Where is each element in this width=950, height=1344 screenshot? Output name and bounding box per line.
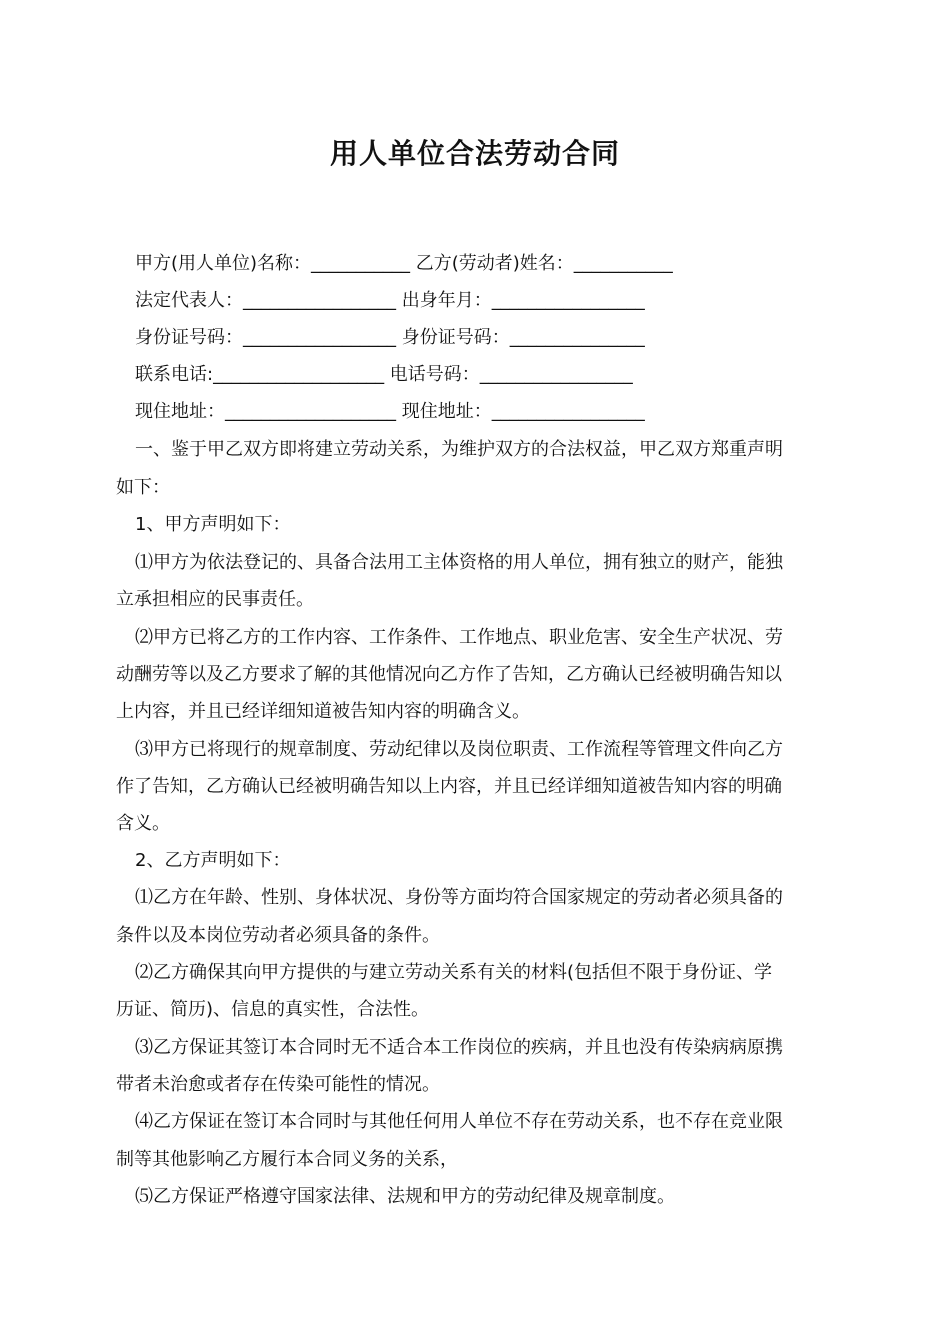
b-item-4-line-1: ⑷乙方保证在签订本合同时与其他任何用人单位不存在劳动关系，也不存在竞业限 [135,1111,783,1132]
address-line: 现住地址：___________________ 现住地址：_________________ [135,401,645,422]
a-item-3-line-2: 作了告知，乙方确认已经被明确告知以上内容，并且已经详细知道被告知内容的明确 [116,776,782,797]
a-item-2-line-3: 上内容，并且已经详细知道被告知内容的明确含义。 [116,701,530,722]
party-a-name-line: 甲方(用人单位)名称：___________ 乙方(劳动者)姓名：___________ [135,253,673,274]
a-item-2-line-1: ⑵甲方已将乙方的工作内容、工作条件、工作地点、职业危害、安全生产状况、劳 [135,627,783,648]
a-item-1-line-2: 立承担相应的民事责任。 [116,589,314,610]
a-item-3-line-3: 含义。 [116,813,170,834]
party-b-declaration-heading: 2、乙方声明如下： [135,850,291,871]
b-item-2-line-2: 历证、简历)、信息的真实性，合法性。 [116,999,430,1020]
b-item-5-line-1: ⑸乙方保证严格遵守国家法律、法规和甲方的劳动纪律及规章制度。 [135,1186,675,1207]
document-title: 用人单位合法劳动合同 [329,137,620,170]
b-item-1-line-2: 条件以及本岗位劳动者必须具备的条件。 [116,925,440,946]
clause-1-intro: 一、鉴于甲乙双方即将建立劳动关系，为维护双方的合法权益，甲乙双方郑重声明 [135,439,783,460]
b-item-1-line-1: ⑴乙方在年龄、性别、身体状况、身份等方面均符合国家规定的劳动者必须具备的 [135,887,783,908]
b-item-2-line-1: ⑵乙方确保其向甲方提供的与建立劳动关系有关的材料(包括但不限于身份证、学 [135,962,773,983]
party-a-declaration-heading: 1、甲方声明如下： [135,514,291,535]
b-item-3-line-2: 带者未治愈或者存在传染可能性的情况。 [116,1074,440,1095]
id-number-line: 身份证号码：_________________ 身份证号码：_______________ [135,327,645,348]
b-item-3-line-1: ⑶乙方保证其签订本合同时无不适合本工作岗位的疾病，并且也没有传染病病原携 [135,1037,783,1058]
a-item-3-line-1: ⑶甲方已将现行的规章制度、劳动纪律以及岗位职责、工作流程等管理文件向乙方 [135,739,783,760]
b-item-4-line-2: 制等其他影响乙方履行本合同义务的关系， [116,1149,458,1170]
legal-rep-line: 法定代表人：_________________ 出身年月：_________________ [135,290,645,311]
a-item-1-line-1: ⑴甲方为依法登记的、具备合法用工主体资格的用人单位，拥有独立的财产，能独 [135,552,783,573]
a-item-2-line-2: 动酬劳等以及乙方要求了解的其他情况向乙方作了告知，乙方确认已经被明确告知以 [116,664,782,685]
phone-line: 联系电话:___________________ 电话号码：_________________ [135,364,633,385]
clause-1-intro-cont: 如下： [116,477,170,498]
